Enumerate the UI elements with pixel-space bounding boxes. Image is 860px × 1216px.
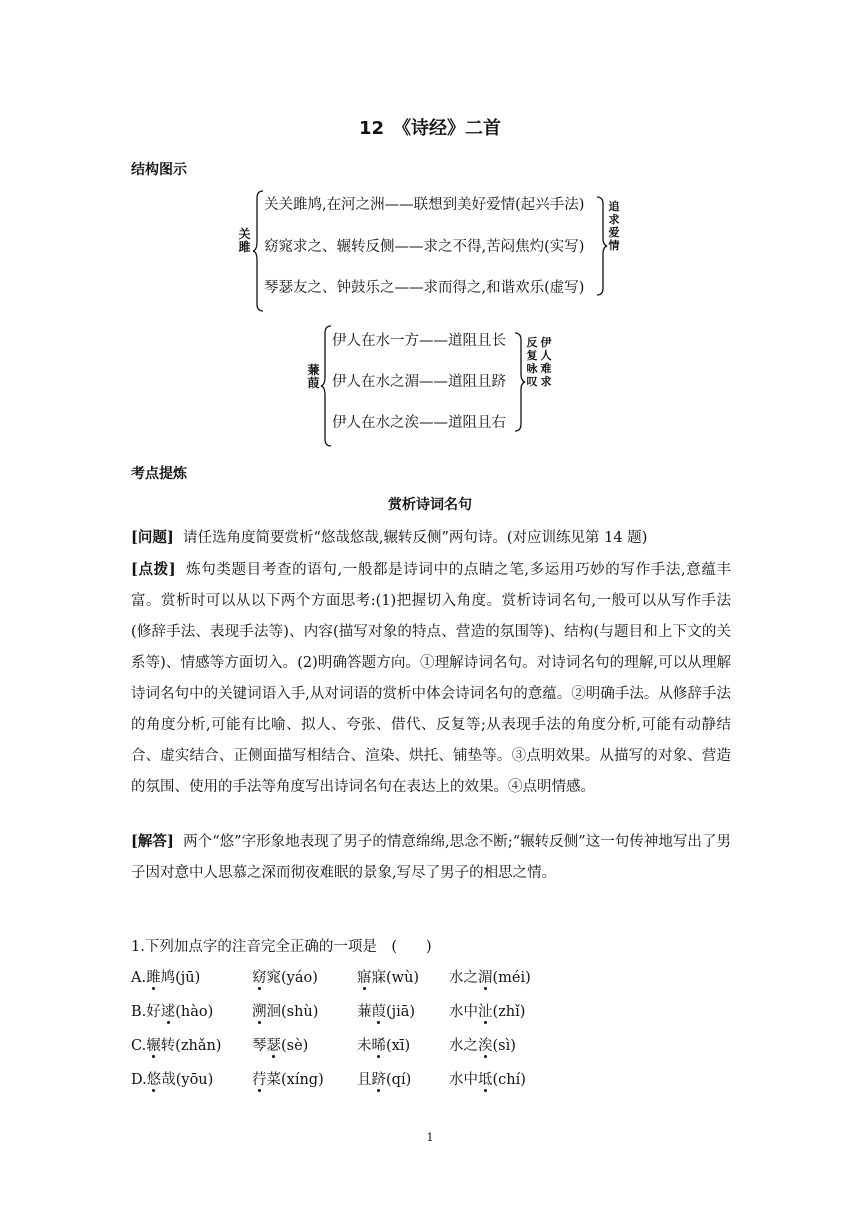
option-item: 未晞(xī) — [357, 1038, 411, 1054]
jianjia-line-1: 伊人在水一方——道阻且长 — [332, 333, 506, 349]
answer-text: 两个“悠”字形象地表现了男子的情意绵绵,思念不断;“辗转反侧”这一句传神地写出了男子因对意中人思慕之深而彻夜难眠的景象,写尽了男子的相思之情。 — [131, 834, 732, 881]
jianjia-summary-2: 伊 人 难 求 — [540, 336, 552, 388]
dotted-char: 寤 — [357, 970, 372, 986]
answer-tag: [解答] — [131, 833, 174, 850]
dotted-char: 逑 — [160, 1004, 176, 1020]
option-item: 荇菜(xíng) — [252, 1072, 324, 1088]
answer-paragraph — [131, 826, 731, 889]
dotted-char: 荇 — [252, 1072, 267, 1088]
guanju-line-2: 窈窕求之、辗转反侧——求之不得,苦闷焦灼(实写) — [264, 239, 585, 255]
dotted-char: 涘 — [478, 1038, 493, 1054]
dotted-char: 瑟 — [266, 1038, 281, 1054]
hint-tag: [点拨] — [131, 561, 176, 578]
dotted-char: 悠 — [146, 1072, 162, 1088]
option-item: A.雎鸠(jū) — [131, 970, 201, 986]
guanju-left-brace — [252, 190, 264, 312]
jianjia-left-brace — [320, 325, 332, 447]
jianjia-summary-1: 反 复 咏 叹 — [526, 336, 538, 388]
dotted-char: 跻 — [371, 1072, 386, 1088]
option-item: B.好逑(hào) — [131, 1004, 214, 1020]
structure-heading: 结构图示 — [131, 162, 187, 178]
dotted-char: 溯 — [252, 1004, 267, 1020]
page-number: 1 — [426, 1131, 434, 1144]
question-paragraph — [131, 522, 731, 554]
option-item: 蒹葭(jiā) — [357, 1004, 416, 1020]
dotted-char: 辗 — [146, 1038, 161, 1054]
kaodian-heading: 考点提炼 — [131, 466, 187, 482]
option-item: 水之涘(sì) — [449, 1038, 516, 1054]
jianjia-line-2: 伊人在水之湄——道阻且跻 — [332, 374, 506, 390]
jianjia-label: 蒹 葭 — [307, 363, 320, 390]
dotted-char: 窈 — [252, 970, 267, 986]
guanju-line-3: 琴瑟友之、钟鼓乐之——求而得之,和谐欢乐(虚写) — [264, 280, 585, 296]
option-item: 窈窕(yáo) — [252, 970, 318, 986]
guanju-right-brace — [596, 196, 608, 296]
guanju-label — [238, 228, 251, 254]
guanju-summary: 追 求 爱 情 — [608, 200, 620, 252]
dotted-char: 晞 — [371, 1038, 386, 1054]
guanju-line-1: 关关雎鸠,在河之洲——联想到美好爱情(起兴手法) — [264, 197, 585, 213]
dotted-char: 沚 — [478, 1004, 493, 1020]
option-item: 水中坻(chí) — [449, 1072, 526, 1088]
option-item: 寤寐(wù) — [357, 970, 420, 986]
guanju-label-char: 关 雎 — [238, 227, 251, 254]
hint-text: 炼句类题目考查的语句,一般都是诗词中的点睛之笔,多运用巧妙的写作手法,意蕴丰富。赏析时可以从以下两个方面思考:(1)把握切入角度。赏析诗词名句,一般可以从写作手法(修辞手法、表现手法等)、内容(描写对象的特点、营造的氛围等)、结构(与题目和上下文的关系等)、情感等方面切入。(2)明确答题方向。①理解诗词名句。对诗词名句的理解,可以从理解诗词名句中的关键词语入手,从对词语的赏析中体会诗词名句的意蕴。②明确手法。从修辞手法的角度分析,可能有比喻、拟人、夸张、借代、反复等;从表现手法的角度分析,可能有动静结合、虚实结合、正侧面描写相结合、渲染、烘托、铺垫等。③点明效果。从描写的对象、营造的氛围、使用的手法等角度写出诗词名句在表达上的效果。④点明情感。 — [131, 562, 732, 795]
dotted-char: 湄 — [478, 970, 493, 986]
dotted-char: 雎 — [146, 970, 161, 986]
option-item: 琴瑟(sè) — [252, 1038, 309, 1054]
kaodian-subheading: 赏析诗词名句 — [388, 497, 472, 513]
jianjia-right-brace — [514, 332, 526, 432]
dotted-char: 坻 — [478, 1072, 493, 1088]
jianjia-line-3: 伊人在水之涘——道阻且右 — [332, 415, 506, 431]
dotted-char: 葭 — [371, 1004, 386, 1020]
page-title: 12 《诗经》二首 — [358, 118, 502, 139]
option-item: C.辗转(zhǎn) — [131, 1038, 222, 1054]
option-item: 且跻(qí) — [357, 1072, 412, 1088]
question-tag: [问题] — [131, 529, 174, 546]
option-item: D.悠哉(yōu) — [131, 1072, 214, 1088]
option-item: 水之湄(méi) — [449, 970, 531, 986]
exercise-stem: 1.下列加点字的注音完全正确的一项是 ( ) — [131, 939, 432, 955]
hint-paragraph — [131, 554, 731, 803]
option-item: 溯洄(shù) — [252, 1004, 319, 1020]
question-text: 请任选角度简要赏析“悠哉悠哉,辗转反侧”两句诗。(对应训练见第 14 题) — [182, 530, 648, 546]
option-item: 水中沚(zhǐ) — [449, 1004, 526, 1020]
